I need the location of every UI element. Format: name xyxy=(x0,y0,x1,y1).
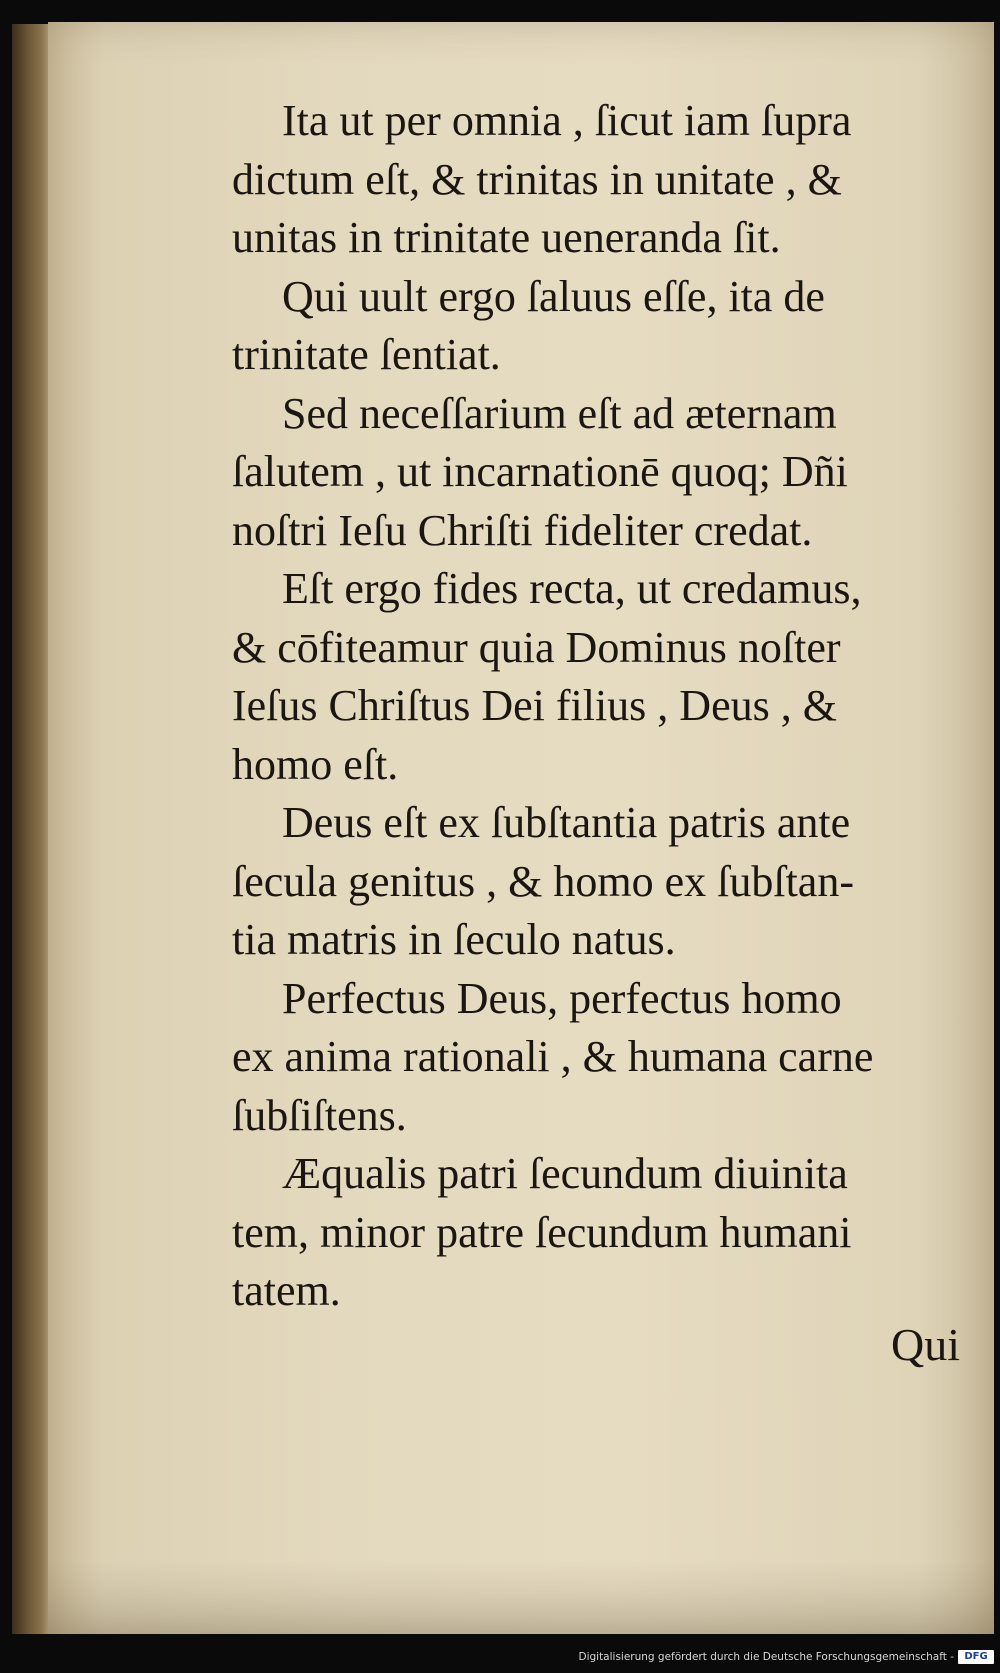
text-line: noſtri Ieſu Chriſti fideliter credat. xyxy=(232,505,813,555)
book-spine-edge xyxy=(12,24,52,1634)
dfg-logo: DFG xyxy=(958,1650,994,1664)
text-line: ſecula genitus , & homo ex ſubſtan- xyxy=(232,856,854,906)
text-line: Ieſus Chriſtus Dei filius , Deus , & xyxy=(232,681,837,730)
text-line: homo eſt. xyxy=(232,739,399,789)
text-line: dictum eſt, & trinitas in unitate , & xyxy=(232,154,842,204)
page-shadow xyxy=(48,1560,994,1634)
digitization-credit: Digitalisierung gefördert durch die Deutsche Forschungsgemeinschaft - xyxy=(578,1651,954,1663)
text-line: Qui uult ergo ſaluus eſſe, ita de xyxy=(282,271,825,321)
text-line: trinitate ſentiat. xyxy=(232,330,501,379)
catchword: Qui xyxy=(891,1319,960,1370)
text-line: Ita ut per omnia , ſicut iam ſupra xyxy=(282,96,852,145)
text-line: tia matris in ſeculo natus. xyxy=(232,915,676,964)
text-line: & cōfiteamur quia Dominus noſter xyxy=(232,622,841,672)
text-line: Sed neceſſarium eſt ad æternam xyxy=(282,388,837,438)
text-line: Æqualis patri ſecundum diuinita xyxy=(282,1149,848,1198)
text-line: tem, minor patre ſecundum humani xyxy=(232,1207,852,1257)
text-line: tatem. xyxy=(232,1266,341,1315)
text-line: unitas in trinitate ueneranda ſit. xyxy=(232,213,781,262)
text-line: ex anima rationali , & humana carne xyxy=(232,1032,874,1081)
text-line: ſubſiſtens. xyxy=(232,1090,407,1140)
text-line: Deus eſt ex ſubſtantia patris ante xyxy=(282,798,851,847)
text-line: Perfectus Deus, perfectus homo xyxy=(282,973,842,1023)
text-line: ſalutem , ut incarnationē quoq; Dñi xyxy=(232,447,848,496)
page-text-block xyxy=(232,92,960,1321)
text-line: Eſt ergo fides recta, ut credamus, xyxy=(282,564,862,613)
